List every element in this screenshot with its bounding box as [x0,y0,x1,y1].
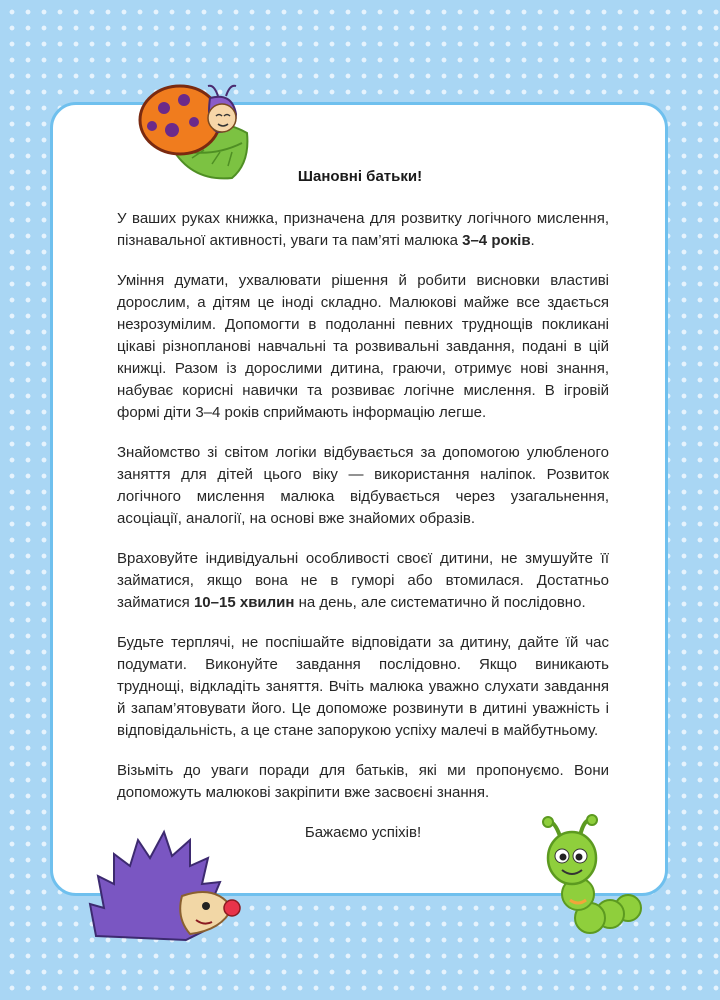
hedgehog-illustration [86,826,242,946]
closing-wish: Бажаємо успіхів! [304,824,422,841]
caterpillar-illustration [540,814,644,938]
letter-title: Шановні батьки! [297,168,423,185]
paragraph-intro: У ваших руках книжка, призначена для розвитку логічного мислення, пізнавальної активності, уваги та пам’яті малюка 3–4 років. [117,210,609,249]
paragraph-individual: Враховуйте індивідуальні особливості своєї дитини, не змушуйте її займатися, якщо вона не в гуморі або втомилася. Достатньо займатися 10–15 хвилин на день, але систематично й послідовно. [117,550,609,611]
paragraph-advice: Візьміть до уваги поради для батьків, які ми пропонуємо. Вони допоможуть малюкові закріпити вже засвоєні знання. [117,762,609,801]
paragraph-logic: Знайомство зі світом логіки відбувається за допомогою улюбленого заняття для дітей цього віку — використання наліпок. Розвиток логічного мислення малюка відбувається через узагальнення, асоціації, аналогії, на основі вже знайомих образів. [117,444,609,527]
age-range: 3–4 років [462,232,531,249]
paragraph-thinking: Уміння думати, ухвалювати рішення й робити висновки властиві дорослим, а дітям це іноді складно. Малюкові майже все здається незрозумілим. Допомогти в подоланні певних труднощів покликані цікаві різнопланові навчальні та розвивальні завдання, подані в цій книжці. Разом із дорослими дитина, граючи, отримує нові знання, набуває корисні навички та розвиває логічне мислення. В ігровій формі діти 3–4 років сприймають інформацію легше. [117,272,609,421]
ladybug-illustration [132,78,262,182]
duration: 10–15 хвилин [193,594,295,611]
paragraph-patience: Будьте терплячі, не поспішайте відповідати за дитину, дайте їй час подумати. Виконуйте завдання послідовно. Якщо виникають труднощі, відкладіть заняття. Вчіть малюка уважно слухати завдання й запам’ятовувати його. Це допоможе розвинути в дитині уважність і відповідальність, а це стане запорукою успіху малечі в майбутньому. [117,634,609,739]
letter-body [117,208,609,862]
